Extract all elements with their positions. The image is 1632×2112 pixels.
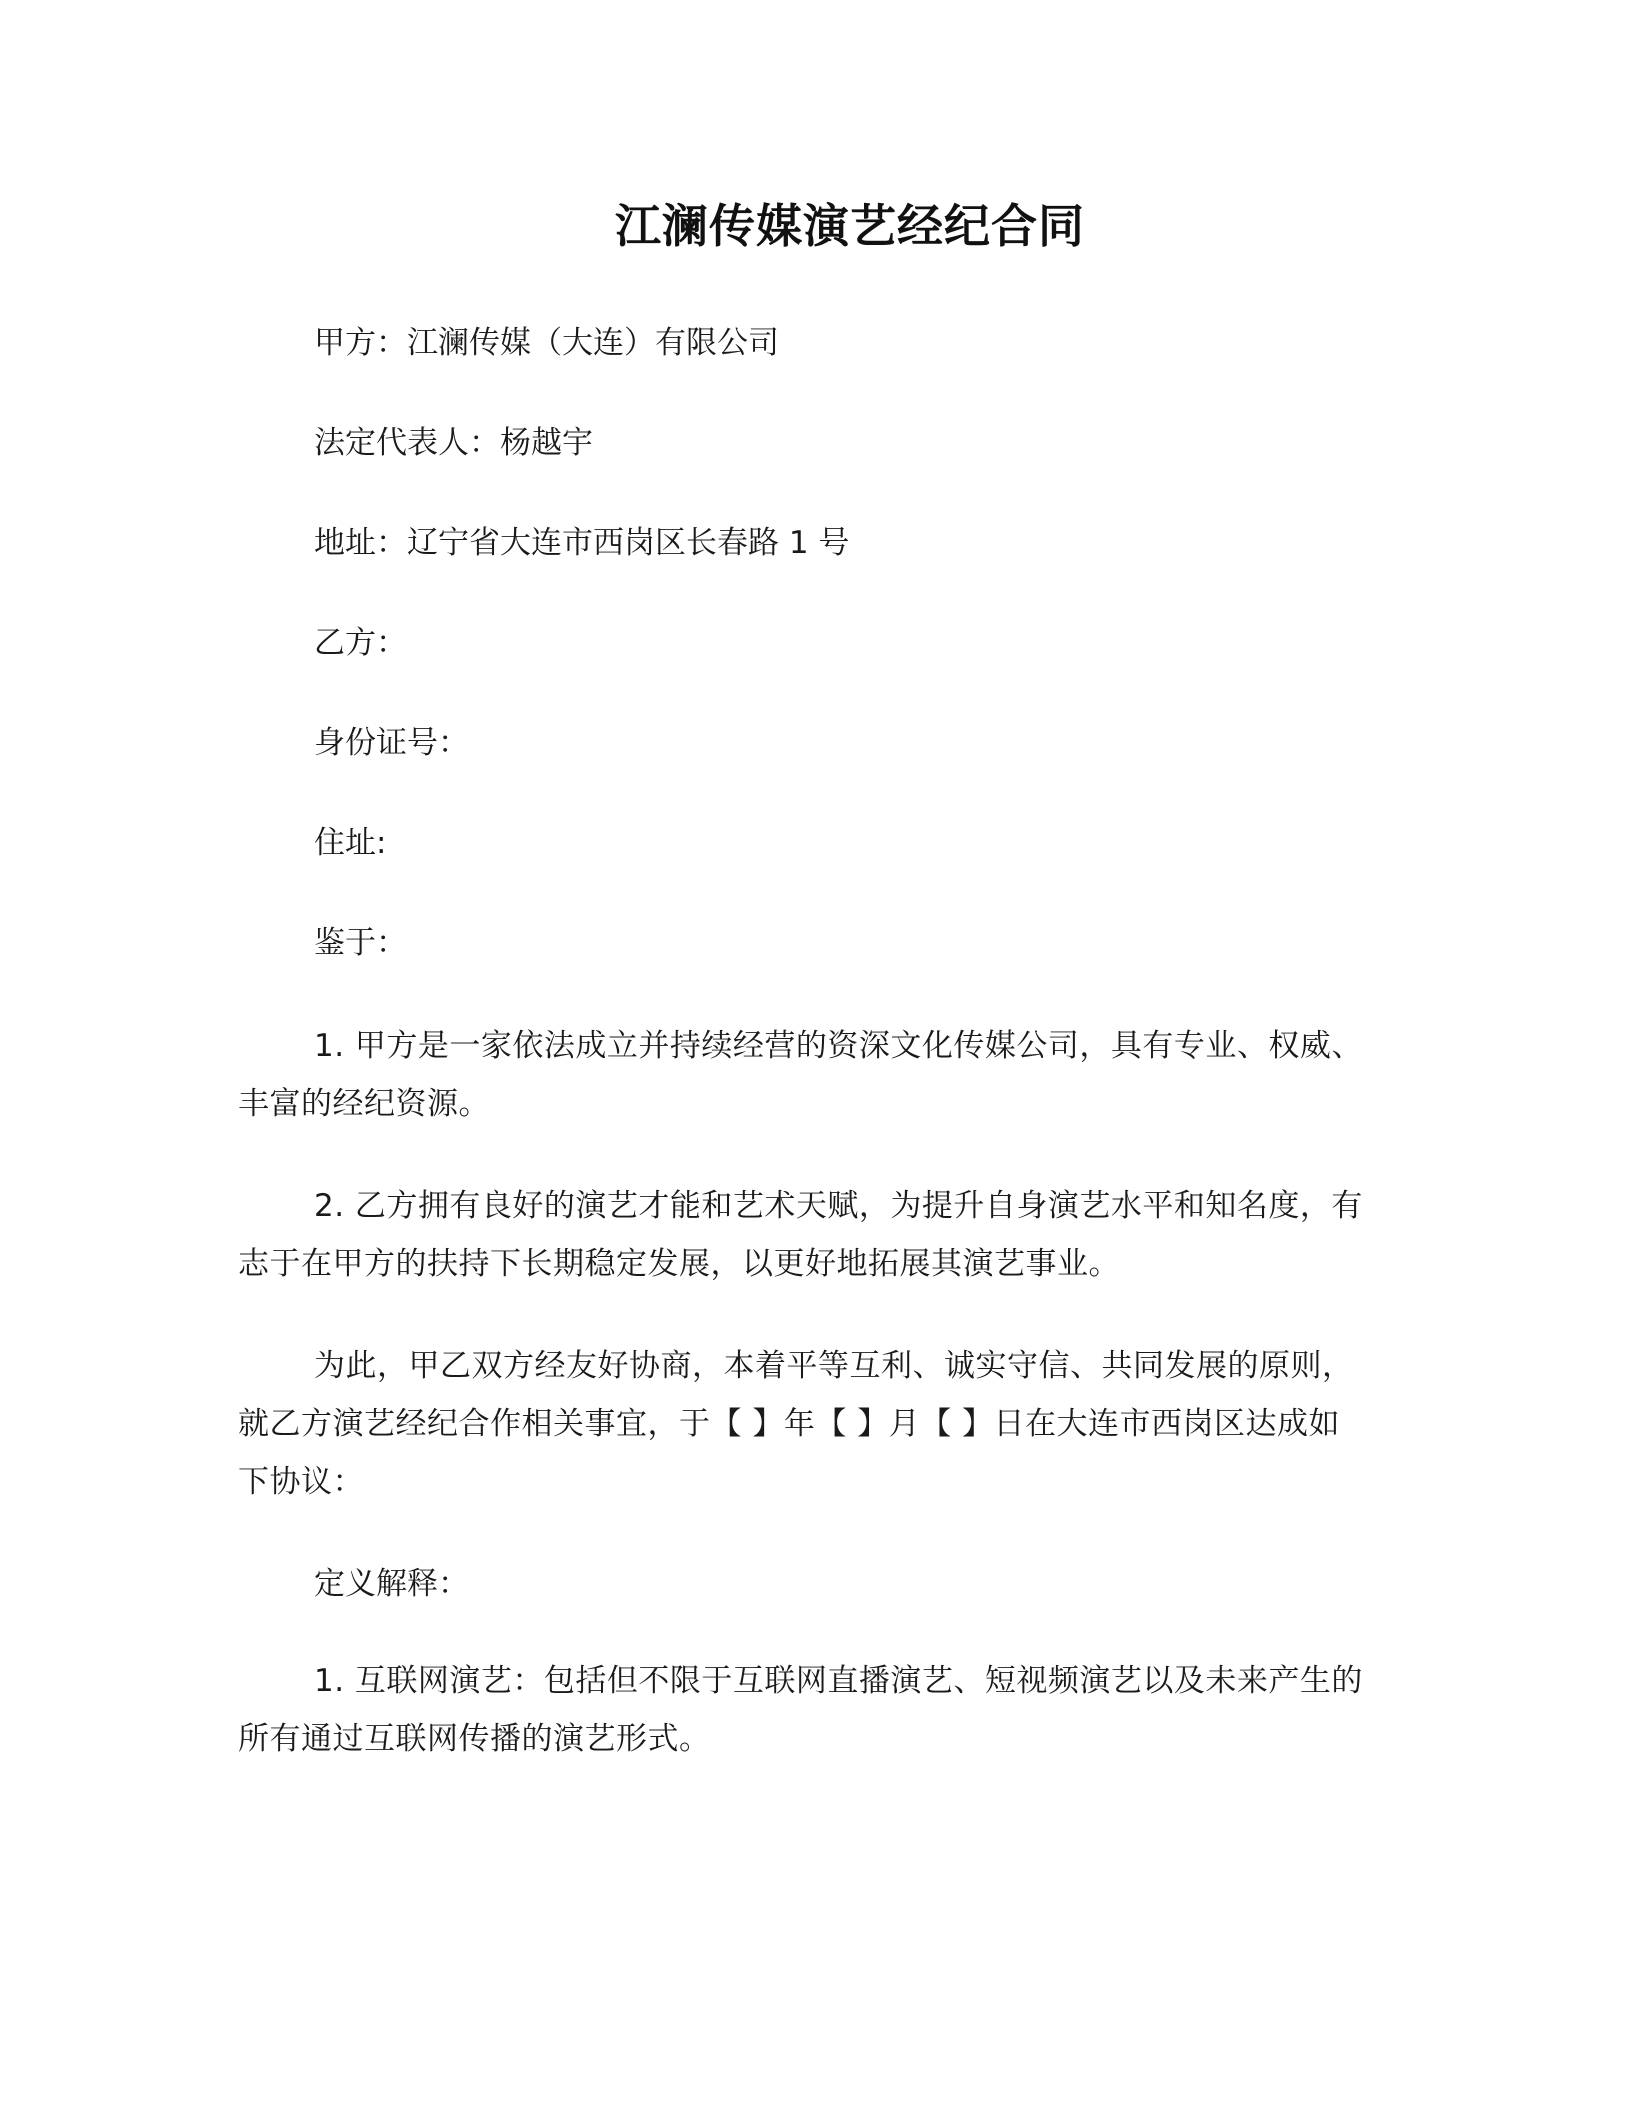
residence-line: 住址: [314,825,387,861]
agreement-paragraph: 为此，甲乙双方经友好协商，本着平等互利、诚实守信、共同发展的原则，就乙方演艺经纪合作相关事宜，于【 】年【 】月【 】日在大连市西岗区达成如下协议： [238,1348,1354,1500]
legal-representative-line: 法定代表人：杨越宇 [314,425,593,461]
definition-item-1: 1. 互联网演艺：包括但不限于互联网直播演艺、短视频演艺以及未来产生的所有通过互联网传播的演艺形式。 [238,1663,1363,1757]
whereas-item-2: 2. 乙方拥有良好的演艺才能和艺术天赋，为提升自身演艺水平和知名度，有志于在甲方的扶持下长期稳定发展，以更好地拓展其演艺事业。 [238,1188,1363,1282]
whereas-item-1: 1. 甲方是一家依法成立并持续经营的资深文化传媒公司，具有专业、权威、丰富的经纪资源。 [238,1028,1363,1122]
address-line: 地址：辽宁省大连市西岗区长春路 1 号 [314,525,850,561]
whereas-heading: 鉴于： [314,925,407,961]
document-title: 江澜传媒演艺经纪合同 [615,199,1085,253]
party-a-line: 甲方：江澜传媒（大连）有限公司 [314,325,779,361]
party-b-line: 乙方： [314,625,407,661]
id-number-line: 身份证号： [314,725,469,761]
definitions-heading: 定义解释： [314,1566,469,1602]
